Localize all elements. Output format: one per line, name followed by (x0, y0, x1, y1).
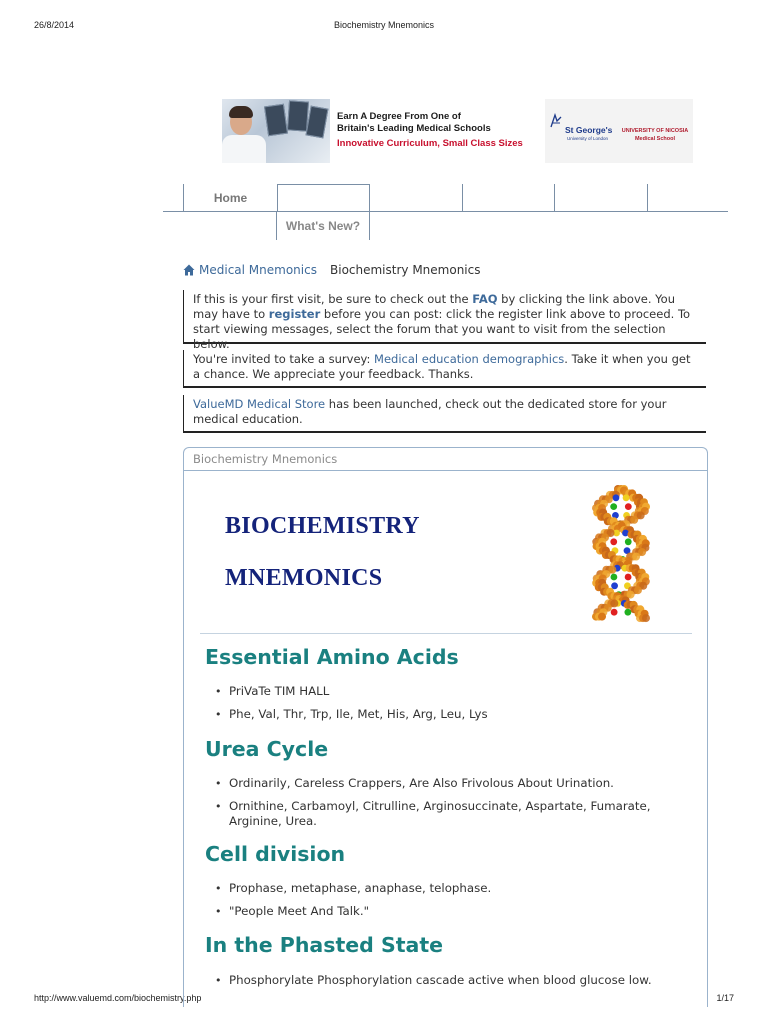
store-link[interactable]: ValueMD Medical Store (193, 397, 326, 411)
section-title-essential-amino-acids: Essential Amino Acids (205, 645, 459, 669)
survey-link[interactable]: Medical education demographics (374, 352, 565, 366)
main-nav (0, 184, 768, 240)
nicosia-logo: UNIVERSITY OF NICOSIA Medical School (621, 128, 689, 142)
section-list-urea-cycle (213, 776, 653, 837)
panel-header: Biochemistry Mnemonics (184, 448, 707, 471)
notice-store: ValueMD Medical Store has been launched, check out the dedicated store for your medical education. (183, 395, 706, 433)
notice-first-visit: If this is your first visit, be sure to check out the FAQ by clicking the link above. You may have to register before you can post: click the register link above to proceed. To start viewing messages, select the forum that you want to visit from the selection below. (183, 290, 706, 344)
list-item: • Phe, Val, Thr, Trp, Ile, Met, His, Arg, Leu, Lys (213, 707, 653, 722)
content-panel (183, 447, 708, 1007)
faq-link[interactable]: FAQ (472, 292, 498, 306)
section-title-phasted-state: In the Phasted State (205, 933, 444, 957)
section-list-essential-amino-acids (213, 684, 653, 730)
section-list-cell-division (213, 881, 653, 927)
list-item: • Ornithine, Carbamoyl, Citrulline, Arginosuccinate, Aspartate, Fumarate, Arginine, Urea. (213, 799, 653, 829)
banner-logos (545, 99, 693, 163)
home-icon[interactable] (183, 264, 195, 276)
breadcrumb-link-medical-mnemonics[interactable]: Medical Mnemonics (199, 263, 317, 277)
tab-blank-2[interactable] (369, 184, 462, 212)
list-item: • Phosphorylate Phosphorylation cascade active when blood glucose low. (213, 973, 653, 988)
banner-headline: Earn A Degree From One of Britain's Leading Medical Schools (337, 111, 491, 134)
breadcrumb-current: Biochemistry Mnemonics (330, 263, 481, 277)
dna-helix-image (580, 485, 662, 623)
list-item: • Prophase, metaphase, anaphase, telophase. (213, 881, 653, 896)
notice-survey: You're invited to take a survey: Medical education demographics. Take it when you get a chance. We appreciate your feedback. Thanks. (183, 350, 706, 388)
banner-ad[interactable] (222, 99, 693, 163)
print-date: 26/8/2014 (34, 20, 75, 30)
register-link[interactable]: register (268, 307, 321, 321)
print-url: http://www.valuemd.com/biochemistry.php (34, 993, 202, 1003)
banner-tagline: Innovative Curriculum, Small Class Sizes (337, 138, 523, 149)
st-georges-name: St George's (565, 125, 613, 135)
print-title: Biochemistry Mnemonics (333, 20, 435, 30)
print-page-number: 1/17 (716, 993, 734, 1003)
banner-photo (222, 99, 330, 163)
tab-whats-new[interactable]: What's New? (276, 212, 370, 240)
section-title-urea-cycle: Urea Cycle (205, 737, 329, 761)
tab-blank-4[interactable] (554, 184, 648, 212)
tab-home[interactable]: Home (183, 184, 277, 212)
st-georges-sub: University of London (567, 136, 609, 141)
tab-blank-1[interactable] (277, 184, 369, 212)
section-list-phasted-state (213, 973, 653, 996)
section-title-cell-division: Cell division (205, 842, 346, 866)
list-item: • "People Meet And Talk." (213, 904, 653, 919)
st-georges-logo-icon (549, 113, 563, 129)
page-title-line-2: MNEMONICS (225, 565, 383, 591)
list-item: • PriVaTe TIM HALL (213, 684, 653, 699)
list-item: • Ordinarily, Careless Crappers, Are Also Frivolous About Urination. (213, 776, 653, 791)
tab-blank-3[interactable] (462, 184, 554, 212)
page-title-line-1: BIOCHEMISTRY (225, 513, 420, 539)
